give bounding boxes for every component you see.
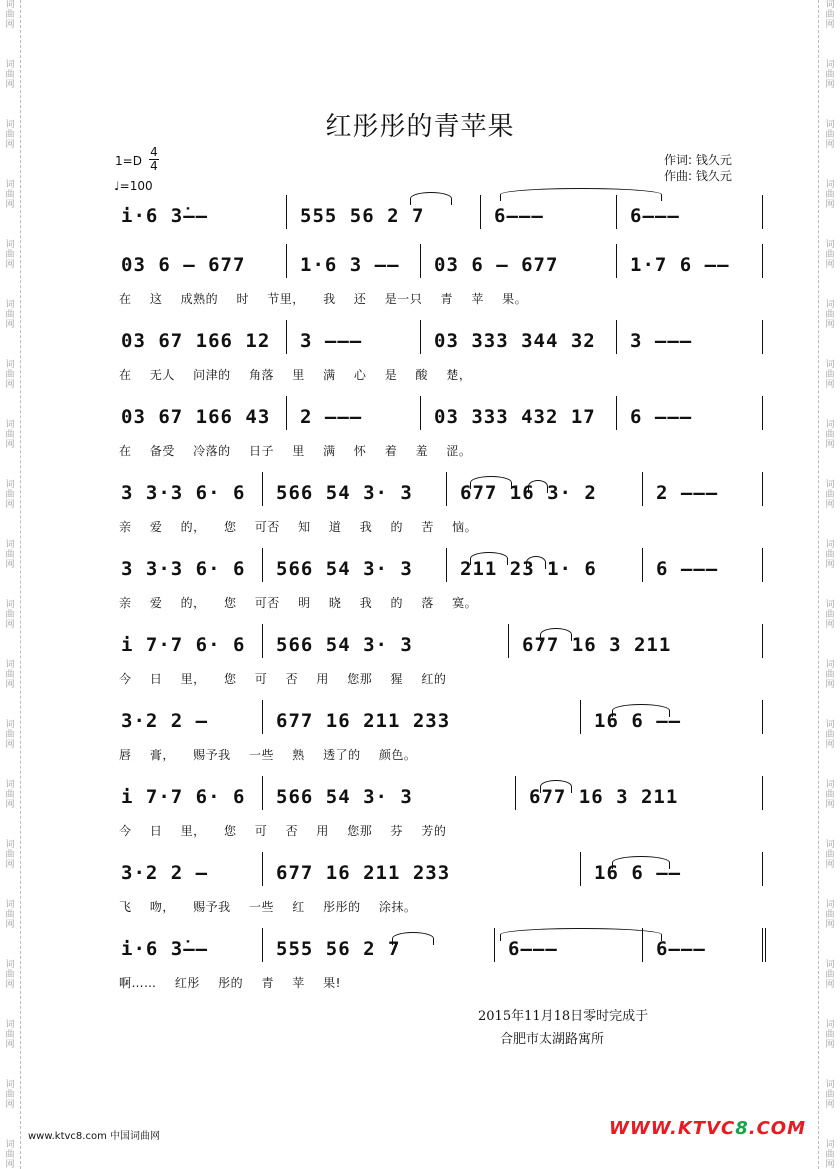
watermark-text: 词 曲 网 (825, 180, 835, 210)
watermark-text: 词 曲 网 (5, 120, 15, 150)
watermark-text: 词 曲 网 (825, 660, 835, 690)
watermark-text: 词 曲 网 (5, 780, 15, 810)
watermark-text: 词 曲 网 (825, 720, 835, 750)
measure: 566 54 3· 3 (276, 558, 413, 580)
watermark-text: 词 曲 网 (825, 780, 835, 810)
left-border (20, 0, 21, 1169)
measure: 3 3·3 6· 6 (121, 482, 246, 504)
barline (762, 244, 763, 278)
barline (616, 320, 617, 354)
measure: 3·2 2 – (121, 710, 209, 732)
right-border (818, 0, 819, 1169)
score-line (115, 406, 775, 458)
barline (262, 624, 263, 658)
barline (762, 852, 763, 886)
lyric-line: 啊…… 红彤 彤的 青 苹 果! (119, 976, 341, 990)
lyricist: 作词: 钱久元 (664, 153, 732, 167)
slur-arc (612, 856, 670, 869)
watermark-text: 词 曲 网 (5, 540, 15, 570)
watermark-text: 词 曲 网 (825, 1140, 835, 1169)
barline (420, 320, 421, 354)
slur-arc (392, 932, 434, 945)
measure: 03 333 344 32 (434, 330, 596, 352)
score-line (115, 938, 775, 990)
barline (762, 548, 763, 582)
measure: 2 ––– (300, 406, 363, 428)
song-title: 红彤彤的青苹果 (325, 112, 515, 142)
barline (508, 624, 509, 658)
score-line (115, 862, 775, 914)
measure: 566 54 3· 3 (276, 786, 413, 808)
watermark-text: 词 曲 网 (5, 360, 15, 390)
watermark-text: 词 曲 网 (825, 300, 835, 330)
lyric-line: 飞 吻， 赐予我 一些 红 彤彤的 涂抹。 (119, 900, 417, 914)
watermark-text: 词 曲 网 (5, 660, 15, 690)
measure: i·6 3̇–– (121, 938, 209, 960)
watermark-text: 词 曲 网 (5, 720, 15, 750)
barline (262, 928, 263, 962)
barline (286, 244, 287, 278)
barline (286, 320, 287, 354)
completion-note: 2015年11月18日零时完成于 (478, 1009, 649, 1024)
measure: 3·2 2 – (121, 862, 209, 884)
barline (420, 244, 421, 278)
measure: 1·7 6 –– (630, 254, 730, 276)
watermark-text: 词 曲 网 (5, 840, 15, 870)
measure: 16 6 –– (594, 862, 682, 884)
slur-arc (470, 552, 508, 565)
measure: 03 333 432 17 (434, 406, 596, 428)
score-line (115, 634, 775, 686)
barline (762, 320, 763, 354)
time-signature: 4 4 (150, 145, 158, 173)
measure: i 7·7 6· 6 (121, 634, 246, 656)
measure: 6––– (630, 205, 680, 227)
measure: 16 6 –– (594, 710, 682, 732)
measure: 6 ––– (630, 406, 693, 428)
measure: 555 56 2 7 (300, 205, 425, 227)
watermark-text: 词 曲 网 (825, 1080, 835, 1110)
measure: 03 6 – 677 (434, 254, 559, 276)
footer-site-text: www.ktvc8.com 中国词曲网 (28, 1131, 161, 1142)
watermark-text: 词 曲 网 (825, 60, 835, 90)
location-note: 合肥市太湖路寓所 (500, 1032, 605, 1047)
barline (286, 396, 287, 430)
watermark-text: 词 曲 网 (825, 480, 835, 510)
lyric-line: 今 日 里， 您 可 否 用 您那 猩 红的 (119, 672, 447, 686)
measure: 677 16 3 211 (522, 634, 672, 656)
barline (762, 928, 769, 962)
measure: 677 16 3· 2 (460, 482, 597, 504)
slur-arc (540, 628, 572, 641)
measure: 6 ––– (656, 558, 719, 580)
lyric-line: 亲 爱 的， 您 可否 明 晓 我 的 落 寞。 (119, 596, 478, 610)
barline (642, 548, 643, 582)
barline (446, 472, 447, 506)
watermark-text: 词 曲 网 (5, 420, 15, 450)
measure: 677 16 211 233 (276, 862, 451, 884)
measure: 03 67 166 43 (121, 406, 271, 428)
watermark-text: 词 曲 网 (825, 1020, 835, 1050)
barline (494, 928, 495, 962)
measure: 6––– (508, 938, 558, 960)
watermark-text: 词 曲 网 (5, 1080, 15, 1110)
measure: 677 16 211 233 (276, 710, 451, 732)
measure: 3 3·3 6· 6 (121, 558, 246, 580)
watermark-text: 词 曲 网 (5, 600, 15, 630)
watermark-text: 词 曲 网 (5, 240, 15, 270)
tempo-marking: ♩=100 (114, 179, 153, 193)
footer-logo: WWW.KTVC8.COM (609, 1118, 807, 1139)
watermark-text: 词 曲 网 (825, 900, 835, 930)
barline (580, 852, 581, 886)
lyric-line: 在 备受 冷落的 日子 里 满 怀 着 羞 涩。 (119, 444, 472, 458)
watermark-text: 词 曲 网 (825, 240, 835, 270)
composer: 作曲: 钱久元 (664, 169, 732, 183)
barline (762, 472, 763, 506)
watermark-text: 词 曲 网 (5, 1020, 15, 1050)
slur-arc (540, 780, 572, 793)
watermark-text: 词 曲 网 (5, 180, 15, 210)
barline (480, 195, 481, 229)
measure: 2 ––– (656, 482, 719, 504)
score-line (115, 482, 775, 534)
measure: 03 6 – 677 (121, 254, 246, 276)
barline (762, 776, 763, 810)
barline (515, 776, 516, 810)
left-watermark-column (3, 0, 17, 1169)
barline (262, 852, 263, 886)
watermark-text: 词 曲 网 (825, 600, 835, 630)
watermark-text: 词 曲 网 (825, 960, 835, 990)
measure: 566 54 3· 3 (276, 482, 413, 504)
measure: 3 ––– (300, 330, 363, 352)
watermark-text: 词 曲 网 (825, 840, 835, 870)
lyric-line: 唇 膏， 赐予我 一些 熟 透了的 颜色。 (119, 748, 417, 762)
measure: 03 67 166 12 (121, 330, 271, 352)
score-line (115, 254, 775, 306)
measure: i·6 3̇–– (121, 205, 209, 227)
watermark-text: 词 曲 网 (825, 360, 835, 390)
barline (420, 396, 421, 430)
measure: 566 54 3· 3 (276, 634, 413, 656)
lyric-line: 在 无人 问津的 角落 里 满 心 是 酸 楚， (119, 368, 472, 382)
measure: 1·6 3 –– (300, 254, 400, 276)
measure: 6––– (494, 205, 544, 227)
measure: i 7·7 6· 6 (121, 786, 246, 808)
right-watermark-column (823, 0, 837, 1169)
credits (664, 152, 732, 184)
score-line (115, 786, 775, 838)
watermark-text: 词 曲 网 (5, 0, 15, 30)
slur-arc (470, 476, 512, 489)
score-line (115, 330, 775, 382)
barline (262, 776, 263, 810)
slur-arc (526, 556, 546, 569)
slur-arc (612, 704, 670, 717)
slur-arc (528, 480, 548, 493)
measure: 6––– (656, 938, 706, 960)
watermark-text: 词 曲 网 (5, 60, 15, 90)
score-line (115, 710, 775, 762)
barline (446, 548, 447, 582)
lyric-line: 在 这 成熟的 时 节里， 我 还 是一只 青 苹 果。 (119, 292, 528, 306)
watermark-text: 词 曲 网 (825, 540, 835, 570)
watermark-text: 词 曲 网 (5, 960, 15, 990)
barline (762, 396, 763, 430)
measure: 211 23 1· 6 (460, 558, 597, 580)
barline (616, 396, 617, 430)
measure: 3 ––– (630, 330, 693, 352)
barline (262, 548, 263, 582)
watermark-text: 词 曲 网 (825, 120, 835, 150)
slur-arc (500, 188, 662, 201)
barline (762, 195, 763, 229)
barline (642, 472, 643, 506)
watermark-text: 词 曲 网 (5, 900, 15, 930)
barline (762, 624, 763, 658)
slur-arc (410, 192, 452, 205)
watermark-text: 词 曲 网 (5, 1140, 15, 1169)
watermark-text: 词 曲 网 (825, 0, 835, 30)
barline (762, 700, 763, 734)
barline (616, 244, 617, 278)
watermark-text: 词 曲 网 (5, 300, 15, 330)
score-line (115, 205, 775, 239)
barline (580, 700, 581, 734)
barline (262, 700, 263, 734)
watermark-text: 词 曲 网 (5, 480, 15, 510)
lyric-line: 亲 爱 的， 您 可否 知 道 我 的 苦 恼。 (119, 520, 478, 534)
barline (262, 472, 263, 506)
measure: 555 56 2 7 (276, 938, 401, 960)
key-signature: 1=D (115, 154, 142, 168)
barline (286, 195, 287, 229)
score-line (115, 558, 775, 610)
measure: 677 16 3 211 (529, 786, 679, 808)
lyric-line: 今 日 里， 您 可 否 用 您那 芬 芳的 (119, 824, 447, 838)
watermark-text: 词 曲 网 (825, 420, 835, 450)
slur-arc (500, 928, 662, 941)
